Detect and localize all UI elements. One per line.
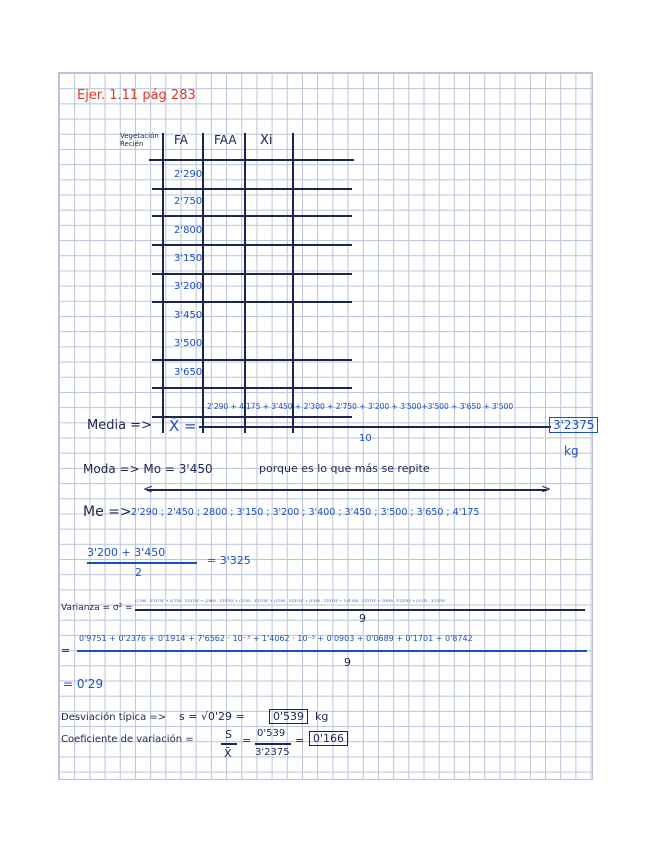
coeficiente-den2: 3'2375	[255, 747, 290, 758]
media-numerator: 2'290 + 4'175 + 3'450 + 2'300 + 2'750 + 3'200 + 3'500+3'500 + 3'650 + 3'500	[207, 402, 514, 411]
table-row-line	[152, 244, 352, 246]
mediana-arrow-line	[147, 489, 547, 491]
desviacion-label: Desviación típica =>	[61, 712, 167, 723]
mediana-numerator: 3'200 + 3'450	[87, 546, 166, 559]
mediana-fraction-line	[87, 562, 197, 564]
varianza-result: = 0'29	[63, 677, 104, 691]
table-row-line	[152, 359, 352, 361]
coeficiente-num2: 0'539	[257, 728, 286, 739]
coeficiente-fraction-line-1	[221, 743, 237, 745]
exercise-title: Ejer. 1.11 pág 283	[77, 88, 196, 103]
desviacion-formula: s = √0'29 =	[179, 710, 245, 723]
coeficiente-den: X̄	[224, 747, 232, 760]
media-fraction-line	[199, 426, 551, 428]
mediana-denominator: 2	[135, 566, 142, 579]
table-cell: 3'500	[174, 338, 203, 349]
coeficiente-fraction-line-2	[255, 743, 291, 745]
table-row-line	[152, 387, 352, 389]
moda-note: porque es lo que más se repite	[259, 462, 430, 475]
varianza-label: Varianza = σ² =	[61, 603, 133, 613]
table-header-faa: FAA	[214, 133, 237, 147]
table-cell: 2'800	[174, 225, 203, 236]
desviacion-result: 0'539	[269, 709, 308, 724]
mediana-result: = 3'325	[207, 554, 251, 567]
table-cell: 3'150	[174, 253, 203, 264]
arrow-left-icon: <	[143, 482, 154, 496]
data-table	[114, 133, 353, 433]
equals-sign: =	[242, 734, 252, 747]
varianza-numerator-top: (2'290 - 3'2375)² + (2'750 - 3'2375)² + (2'800 - 3'2375)² + (3'150 - 3'2375)² + (3'200 - 3'2375)² + (3'450 - 3'2375)² + 2·(3'500 - 3'2375)² + (3'650 - 3'2375)² + (4'175 - 3'2375)²	[135, 599, 446, 603]
graph-paper-sheet	[58, 72, 593, 780]
table-row-line	[149, 159, 354, 161]
table-header-xi: Xi	[260, 133, 273, 148]
coeficiente-num: S	[225, 728, 232, 741]
mediana-sequence: 2'290 ; 2'450 ; 2800 ; 3'150 ; 3'200 ; 3'400 ; 3'450 ; 3'500 ; 3'650 ; 4'175	[131, 507, 480, 518]
table-row-line	[152, 188, 352, 190]
table-row-line	[152, 301, 352, 303]
varianza-numerator-2: 0'9751 + 0'2376 + 0'1914 + 7'6562 · 10⁻³ + 1'4062 · 10⁻³ + 0'0903 + 0'0689 + 0'1701 + 0'8742	[79, 634, 473, 643]
equals-sign: =	[295, 734, 305, 747]
table-header-fa: FA	[174, 133, 189, 147]
media-result: 3'2375	[549, 417, 598, 433]
table-header-variable: Vegetación Recién	[120, 132, 159, 148]
desviacion-unit: kg	[315, 710, 329, 723]
table-cell: 2'750	[174, 196, 203, 207]
table-row-line	[152, 215, 352, 217]
media-denominator: 10	[359, 433, 372, 444]
table-row-line	[152, 273, 352, 275]
media-symbol: X̄ =	[169, 417, 197, 435]
equals-sign: =	[61, 644, 71, 657]
media-unit: kg	[564, 444, 579, 458]
media-label: Media =>	[87, 418, 152, 433]
varianza-fraction-line-2	[77, 650, 587, 652]
varianza-denominator-2: 9	[344, 656, 351, 669]
table-cell: 3'450	[174, 310, 203, 321]
mediana-label: Me =>	[83, 504, 132, 520]
arrow-right-icon: >	[541, 482, 552, 496]
varianza-fraction-line-1	[135, 609, 585, 611]
varianza-denominator-top: 9	[359, 612, 366, 625]
table-cell: 3'650	[174, 367, 203, 378]
table-cell: 3'200	[174, 281, 203, 292]
moda-label: Moda => Mo = 3'450	[83, 462, 213, 476]
coeficiente-result: 0'166	[309, 731, 348, 746]
table-cell: 2'290	[174, 169, 203, 180]
coeficiente-label: Coeficiente de variación =	[61, 734, 194, 745]
